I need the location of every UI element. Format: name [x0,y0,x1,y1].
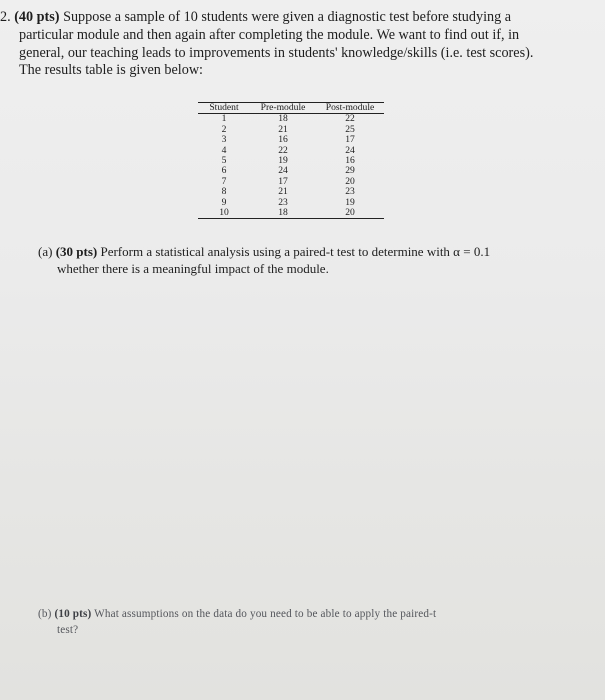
student-cell: 7 [221,175,227,187]
problem-points: (40 pts) [14,9,60,25]
pre-module-cell: 21 [278,123,288,135]
pre-module-cell: 18 [250,208,316,219]
student-cell: 9 [221,196,227,208]
part-a-question [38,243,588,277]
header-student: Student [198,103,250,114]
student-cell: 4 [221,144,227,156]
post-module-cell: 22 [345,113,355,125]
post-module-cell: 29 [345,165,355,177]
student-cell: 2 [221,123,227,135]
post-module-cell: 17 [345,134,355,146]
problem-text-line-3: general, our teaching leads to improvements in students' knowledge/skills (i.e. test scores). [19,44,534,61]
post-module-cell: 20 [345,175,355,187]
part-b-question [38,606,578,638]
student-cell: 8 [221,186,227,198]
post-module-cell: 16 [345,155,355,167]
part-b-text-line-2: test? [57,624,79,636]
student-cell: 10 [198,208,250,219]
problem-number: 2. [0,9,11,25]
post-module-cell: 24 [345,144,355,156]
pre-module-cell: 19 [278,155,288,167]
table-row [198,208,384,219]
post-module-cell: 19 [345,196,355,208]
post-module-cell: 25 [345,123,355,135]
part-b-text-line-1: What assumptions on the data do you need to be able to apply the paired-t [94,608,437,620]
problem-text-line-4: The results table is given below: [19,62,204,79]
part-a-label: (a) [38,244,53,259]
student-cell: 1 [221,113,227,125]
pre-module-cell: 18 [278,113,288,125]
post-module-cell: 20 [316,208,384,219]
pre-module-cell: 21 [278,186,288,198]
part-a-points: (30 pts) [55,244,98,259]
problem-text-line-2: particular module and then again after completing the module. We want to find out if, in [19,26,520,43]
pre-module-cell: 17 [278,175,288,187]
header-pre-module: Pre-module [250,103,316,114]
part-a-text-line-2: whether there is a meaningful impact of the module. [57,261,329,276]
pre-module-cell: 16 [278,134,288,146]
part-a-text-line-1: Perform a statistical analysis using a paired-t test to determine with α = 0.1 [100,244,491,259]
results-table [198,102,384,219]
pre-module-cell: 24 [278,165,288,177]
pre-module-cell: 23 [278,196,288,208]
student-cell: 6 [221,165,227,177]
pre-module-cell: 22 [278,144,288,156]
header-post-module: Post-module [316,103,384,114]
part-b-label: (b) [38,608,52,620]
student-cell: 3 [221,134,227,146]
student-cell: 5 [221,155,227,167]
problem-statement [0,9,590,80]
post-module-cell: 23 [345,186,355,198]
problem-text-line-1: Suppose a sample of 10 students were given a diagnostic test before studying a [63,9,512,25]
table-header-row [198,103,384,114]
part-b-points: (10 pts) [54,608,92,620]
